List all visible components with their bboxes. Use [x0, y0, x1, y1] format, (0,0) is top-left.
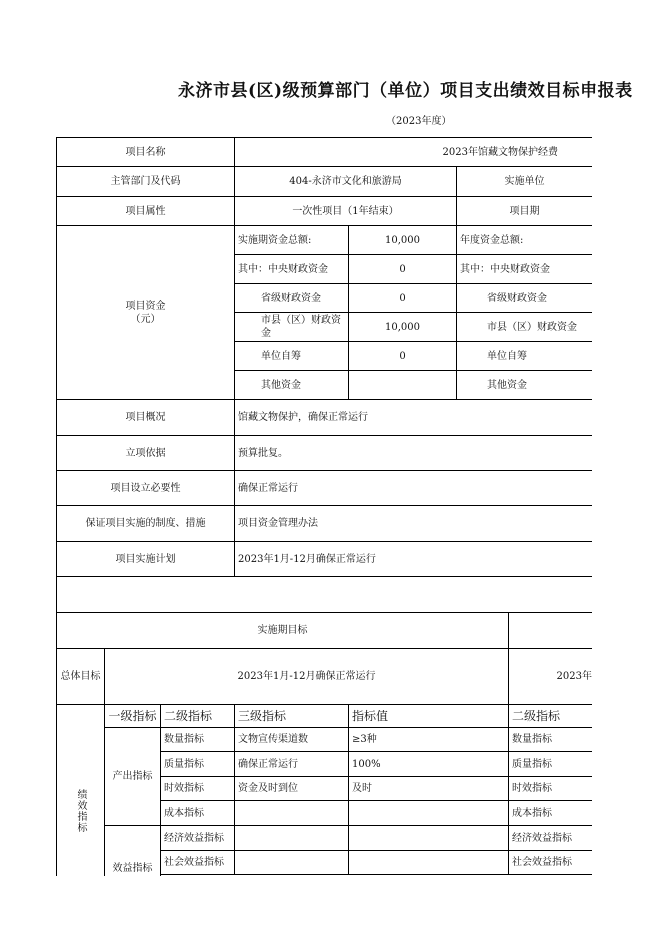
header-l2: 二级指标	[161, 705, 235, 728]
row5-value	[349, 826, 509, 851]
report-year: （2023年度）	[386, 116, 452, 127]
header-l3: 三级指标	[235, 705, 349, 728]
necessity-label: 项目设立必要性	[57, 471, 235, 506]
spacer-row	[57, 577, 592, 613]
row6-l2-right: 社会效益指标	[509, 851, 592, 875]
funds-year-province-label: 省级财政资金	[457, 284, 592, 313]
output-label: 产出指标	[105, 728, 161, 826]
row2-l2-right: 质量指标	[509, 752, 592, 777]
basis-label: 立项依据	[57, 436, 235, 471]
funds-other-label: 其他资金	[235, 371, 349, 400]
overall-goal-value: 2023年1月-12月确保正常运行	[105, 649, 509, 705]
overall-goal-value-right: 2023年	[509, 649, 592, 705]
row2-l3: 确保正常运行	[235, 752, 349, 777]
header-l1: 一级指标	[105, 705, 161, 728]
necessity-value: 确保正常运行	[235, 471, 592, 506]
row3-l3: 资金及时到位	[235, 777, 349, 801]
row5-l3	[235, 826, 349, 851]
funds-other-value	[349, 371, 457, 400]
project-name-label: 项目名称	[57, 138, 235, 167]
overview-label: 项目概况	[57, 400, 235, 436]
form-table	[56, 137, 592, 876]
row3-l2-right: 时效指标	[509, 777, 592, 801]
funds-self-value: 0	[349, 342, 457, 371]
attr-label: 项目属性	[57, 197, 235, 226]
impl-unit-label: 实施单位	[457, 167, 592, 197]
measures-value: 项目资金管理办法	[235, 506, 592, 542]
row2-value: 100%	[349, 752, 509, 777]
row3-value: 及时	[349, 777, 509, 801]
row1-l3: 文物宣传渠道数	[235, 728, 349, 752]
dept-label: 主管部门及代码	[57, 167, 235, 197]
plan-value: 2023年1月-12月确保正常运行	[235, 542, 592, 577]
funds-year-central-label: 其中：中央财政资金	[457, 255, 592, 284]
page-title: 永济市县(区)级预算部门（单位）项目支出绩效目标申报表	[178, 81, 633, 101]
header-l2-right: 二级指标	[509, 705, 592, 728]
funds-self-label: 单位自筹	[235, 342, 349, 371]
funds-central-label: 其中：中央财政资金	[235, 255, 349, 284]
funds-central-value: 0	[349, 255, 457, 284]
funds-year-county-label: 市县（区）财政资金	[457, 313, 592, 342]
row5-l2: 经济效益指标	[161, 826, 235, 851]
row5-l2-right: 经济效益指标	[509, 826, 592, 851]
row6-l2: 社会效益指标	[161, 851, 235, 875]
funds-year-other-label: 其他资金	[457, 371, 592, 400]
funds-province-value: 0	[349, 284, 457, 313]
annual-goal-header	[509, 613, 592, 649]
measures-label: 保证项目实施的制度、措施	[57, 506, 235, 542]
header-value: 指标值	[349, 705, 509, 728]
row3-l2: 时效指标	[161, 777, 235, 801]
period-label: 项目期	[457, 197, 592, 226]
funds-county-value: 10,000	[349, 313, 457, 342]
funds-province-label: 省级财政资金	[235, 284, 349, 313]
overall-goal-label: 总体目标	[57, 649, 105, 705]
funds-label: 项目资金 （元）	[57, 226, 235, 400]
funds-year-self-label: 单位自筹	[457, 342, 592, 371]
overview-value: 馆藏文物保护，确保正常运行	[235, 400, 592, 436]
funds-county-label: 市县（区）财政资金	[235, 313, 349, 342]
funds-total-label: 实施期资金总额:	[235, 226, 349, 255]
row1-l2-right: 数量指标	[509, 728, 592, 752]
dept-value: 404-永济市文化和旅游局	[235, 167, 457, 197]
benefit-label: 效益指标	[105, 826, 161, 876]
row1-l2: 数量指标	[161, 728, 235, 752]
basis-value: 预算批复。	[235, 436, 592, 471]
row4-l2-right: 成本指标	[509, 801, 592, 826]
plan-label: 项目实施计划	[57, 542, 235, 577]
attr-value: 一次性项目（1年结束）	[235, 197, 457, 226]
row2-l2: 质量指标	[161, 752, 235, 777]
row6-l3	[235, 851, 349, 875]
funds-year-total-label: 年度资金总额:	[457, 226, 592, 255]
perf-side-text: 绩效指标	[75, 788, 86, 833]
row1-value: ≥3种	[349, 728, 509, 752]
funds-total-value: 10,000	[349, 226, 457, 255]
perf-side-label	[57, 705, 105, 876]
row4-l3	[235, 801, 349, 826]
project-name-value: 2023年馆藏文物保护经费	[235, 138, 592, 167]
row4-l2: 成本指标	[161, 801, 235, 826]
row4-value	[349, 801, 509, 826]
row6-value	[349, 851, 509, 875]
impl-goal-label: 实施期目标	[57, 613, 509, 649]
